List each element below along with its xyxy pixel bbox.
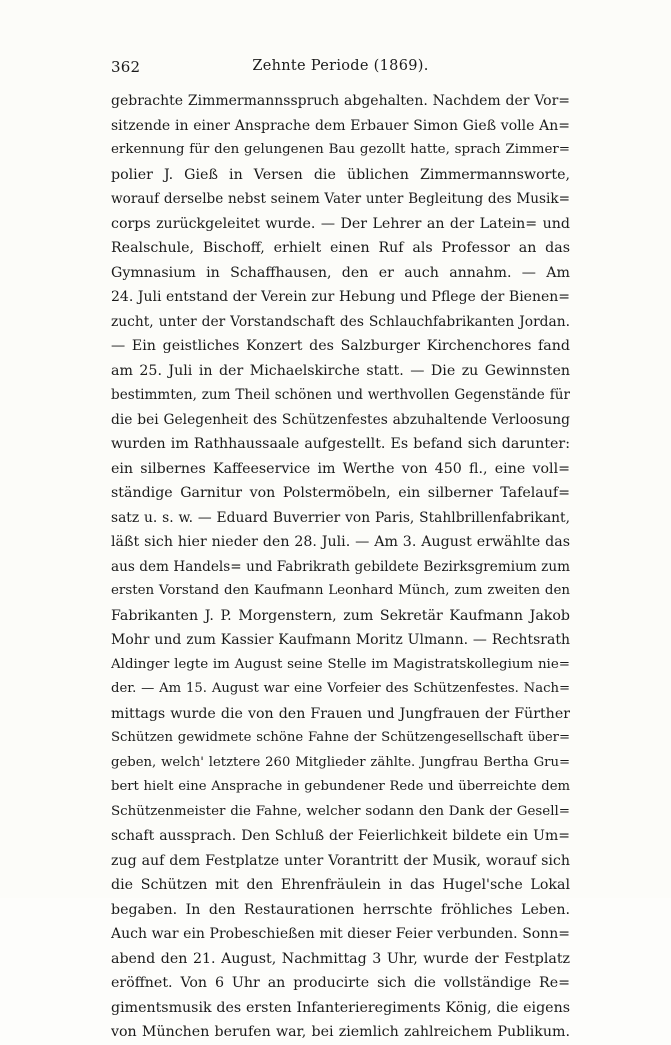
- text-line: geben, welch' letztere 260 Mitglieder zählte. Jungfrau Bertha Gru=: [111, 754, 570, 770]
- text-line: Schützen gewidmete schöne Fahne der Schützengesellschaft über=: [111, 730, 570, 745]
- text-line: Auch war ein Probeschießen mit dieser Feier verbunden. Sonn=: [111, 926, 570, 942]
- text-line: zug auf dem Festplatze unter Vorantritt der Musik, worauf sich: [111, 852, 570, 869]
- text-line: Fabrikanten J. P. Morgenstern, zum Sekretär Kaufmann Jakob: [111, 607, 570, 624]
- text-line: bestimmten, zum Theil schönen und werthvollen Gegenstände für: [111, 387, 570, 403]
- text-line: worauf derselbe nebst seinem Vater unter Begleitung des Musik=: [111, 191, 570, 207]
- text-line: mittags wurde die von den Frauen und Jungfrauen der Fürther: [111, 705, 570, 722]
- page-header: [111, 58, 570, 78]
- text-line: corps zurückgeleitet wurde. — Der Lehrer an der Latein= und: [111, 215, 570, 232]
- text-line: — Ein geistliches Konzert des Salzburger Kirchenchores fand: [111, 338, 570, 354]
- text-line: polier J. Gieß in Versen die üblichen Zimmermannsworte,: [111, 166, 570, 183]
- text-line: gebrachte Zimmermannsspruch abgehalten. Nachdem der Vor=: [111, 93, 570, 109]
- body-text: [111, 89, 570, 1045]
- text-line: ersten Vorstand den Kaufmann Leonhard Münch, zum zweiten den: [111, 583, 570, 598]
- text-line: sitzende in einer Ansprache dem Erbauer Simon Gieß volle An=: [111, 117, 570, 134]
- text-line: begaben. In den Restaurationen herrschte fröhliches Leben.: [111, 901, 570, 918]
- text-line: am 25. Juli in der Michaelskirche statt. — Die zu Gewinnsten: [111, 362, 570, 379]
- page-number: 362: [111, 58, 141, 76]
- text-line: 24. Juli entstand der Verein zur Hebung und Pflege der Bienen=: [111, 289, 570, 305]
- text-line: Realschule, Bischoff, erhielt einen Ruf als Professor an das: [111, 240, 570, 256]
- text-line: von München berufen war, bei ziemlich zahlreichem Publikum.: [111, 1024, 570, 1040]
- text-line: die bei Gelegenheit des Schützenfestes abzuhaltende Verloosung: [111, 411, 570, 428]
- text-line: gimentsmusik des ersten Infanterieregiments König, die eigens: [111, 999, 570, 1016]
- text-line: schaft aussprach. Den Schluß der Feierlichkeit bildete ein Um=: [111, 828, 570, 844]
- text-line: ständige Garnitur von Polstermöbeln, ein silberner Tafelauf=: [111, 485, 570, 501]
- text-line: wurden im Rathhaussaale aufgestellt. Es befand sich darunter:: [111, 436, 570, 452]
- text-line: Schützenmeister die Fahne, welcher sodann den Dank der Gesell=: [111, 803, 570, 819]
- text-line: läßt sich hier nieder den 28. Juli. — Am 3. August erwählte das: [111, 534, 570, 550]
- text-line: die Schützen mit den Ehrenfräulein in das Hugel'sche Lokal: [111, 877, 570, 893]
- running-head: Zehnte Periode (1869).: [252, 58, 429, 74]
- text-line: der. — Am 15. August war eine Vorfeier des Schützenfestes. Nach=: [111, 681, 570, 696]
- text-line: aus dem Handels= und Fabrikrath gebildete Bezirksgremium zum: [111, 558, 570, 575]
- text-line: bert hielt eine Ansprache in gebundener Rede und überreichte dem: [111, 779, 570, 794]
- text-line: ein silbernes Kaffeeservice im Werthe von 450 fl., eine voll=: [111, 460, 570, 477]
- text-line: zucht, unter der Vorstandschaft des Schlauchfabrikanten Jordan.: [111, 313, 570, 330]
- text-line: erkennung für den gelungenen Bau gezollt hatte, sprach Zimmer=: [111, 142, 570, 157]
- text-line: Aldinger legte im August seine Stelle im Magistratskollegium nie=: [111, 656, 570, 672]
- text-line: Mohr und zum Kassier Kaufmann Moritz Ulmann. — Rechtsrath: [111, 632, 570, 648]
- text-line: Gymnasium in Schaffhausen, den er auch annahm. — Am: [111, 264, 570, 281]
- text-line: satz u. s. w. — Eduard Buverrier von Paris, Stahlbrillenfabrikant,: [111, 509, 570, 526]
- text-line: abend den 21. August, Nachmittag 3 Uhr, wurde der Festplatz: [111, 950, 570, 967]
- text-line: eröffnet. Von 6 Uhr an producirte sich die vollständige Re=: [111, 975, 570, 991]
